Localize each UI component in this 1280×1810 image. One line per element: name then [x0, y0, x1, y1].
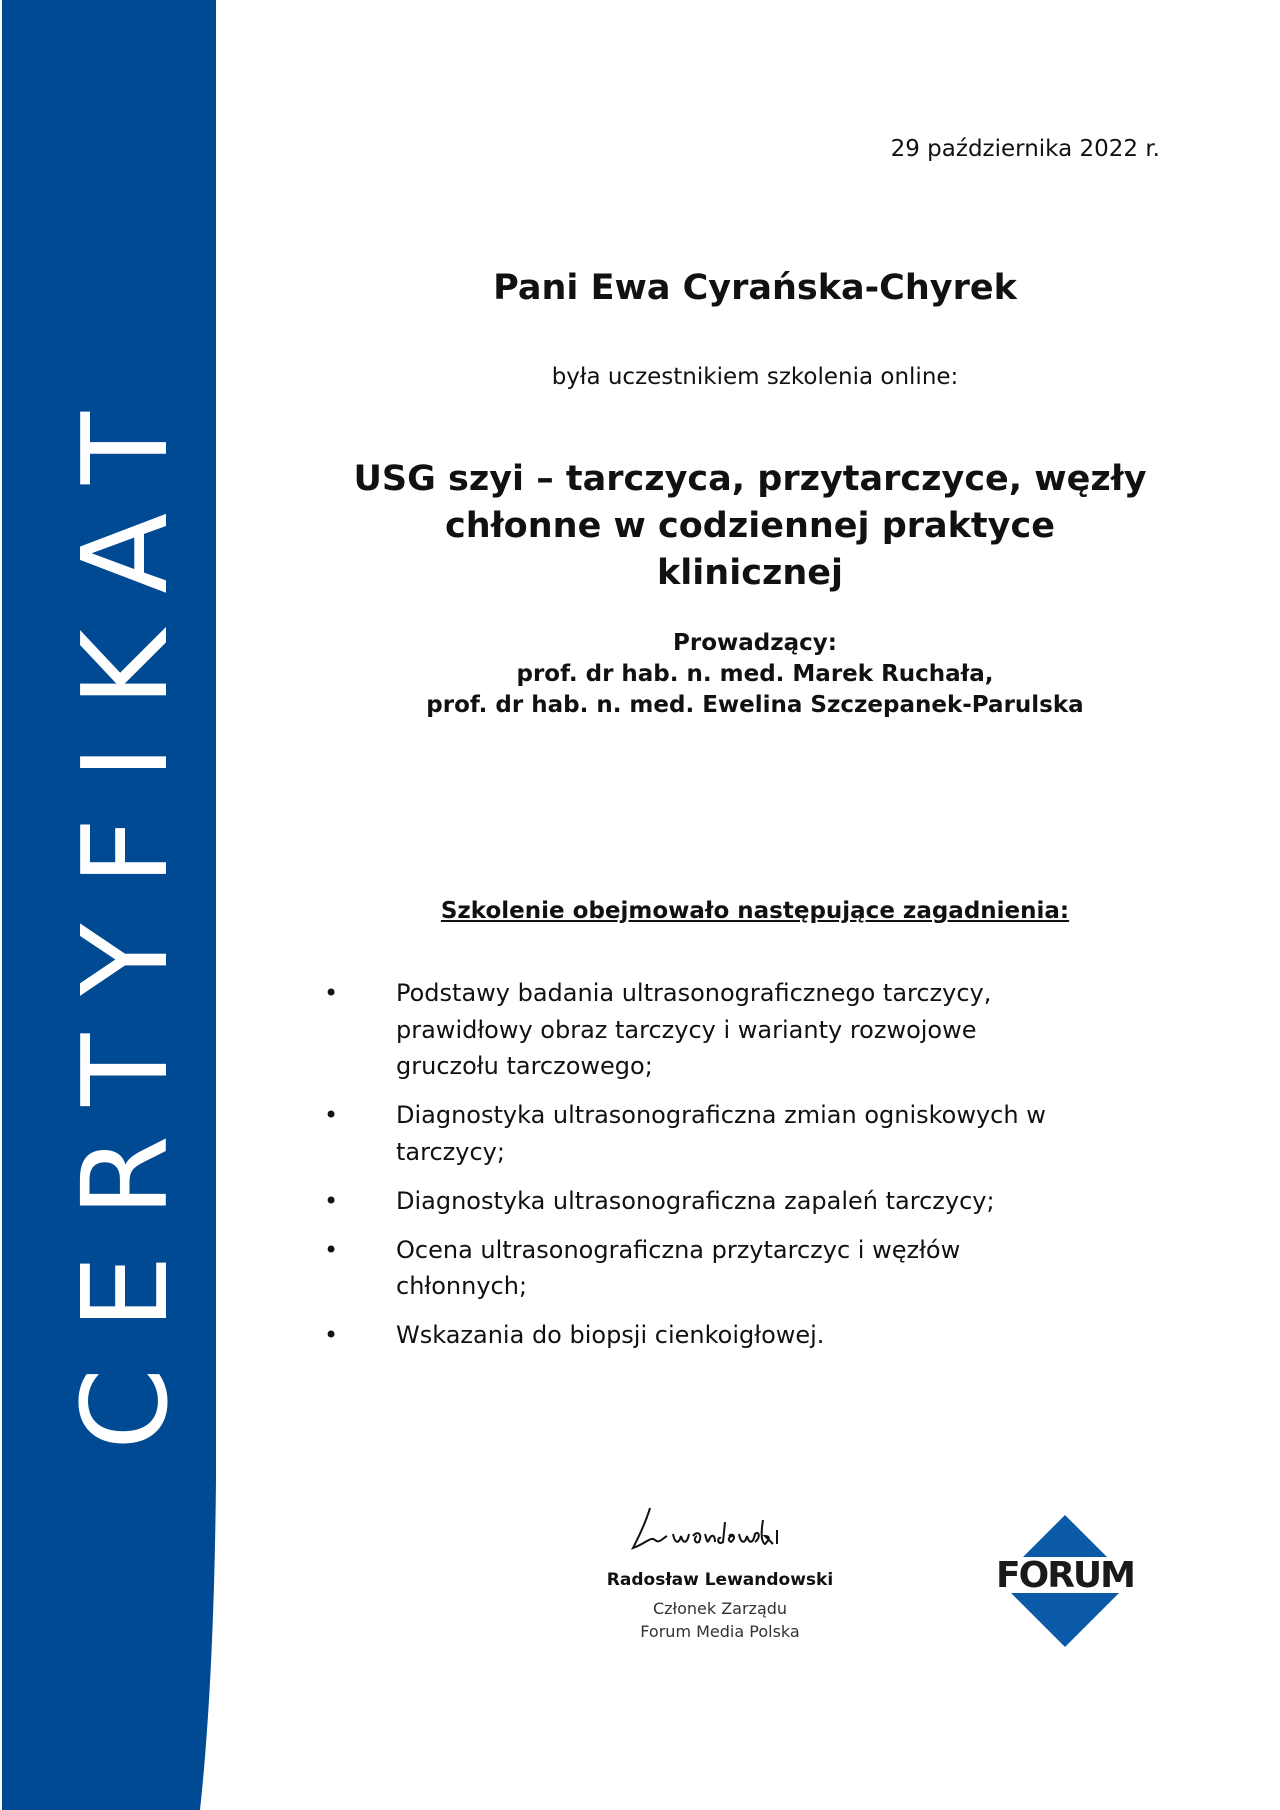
signatory-role [560, 1597, 880, 1643]
instructor: prof. dr hab. n. med. Ewelina Szczepanek-Parulska [426, 692, 1084, 718]
topics-heading: Szkolenie obejmowało następujące zagadnienia: [440, 898, 1070, 924]
bullet-icon: • [324, 1321, 339, 1349]
course-title-line: USG szyi – tarczyca, przytarczyce, węzły [353, 459, 1147, 499]
signatory-title: Członek Zarządu [652, 1599, 788, 1618]
bullet-icon: • [324, 1186, 339, 1215]
topic-text: Podstawy badania ultrasonograficznego tarczycy, prawidłowy obraz tarczycy i warianty rozwojowe gruczołu tarczowego; [396, 979, 992, 1080]
topic-text: Wskazania do biopsji cienkoigłowej. [396, 1321, 825, 1349]
list-item [310, 1317, 1070, 1354]
certificate-vertical-title: CERTYFIKAT [56, 373, 194, 1451]
forum-logo [995, 1515, 1135, 1655]
signature-image [625, 1500, 805, 1560]
instructors [230, 628, 1280, 721]
topics-list [310, 975, 1070, 1366]
bullet-icon: • [324, 1101, 339, 1129]
instructors-label: Prowadzący: [673, 630, 837, 656]
list-item [310, 1183, 1070, 1220]
list-item [310, 975, 1070, 1085]
course-title [330, 456, 1170, 597]
topic-text: Diagnostyka ultrasonograficzna zapaleń tarczycy; [396, 1186, 995, 1215]
recipient-name: Pani Ewa Cyrańska-Chyrek [493, 268, 1017, 308]
course-title-line: klinicznej [657, 553, 843, 593]
list-item [310, 1232, 1070, 1305]
bullet-icon: • [324, 979, 339, 1007]
svg-text:FORUM: FORUM [996, 1555, 1134, 1596]
instructor: prof. dr hab. n. med. Marek Ruchała, [516, 661, 994, 687]
course-title-line: chłonne w codziennej praktyce [445, 506, 1055, 546]
participation-text: była uczestnikiem szkolenia online: [551, 364, 959, 390]
topic-text: Diagnostyka ultrasonograficzna zmian ogniskowych w tarczycy; [396, 1101, 1046, 1166]
bullet-icon: • [324, 1235, 339, 1264]
date: 29 października 2022 r. [890, 136, 1160, 162]
signatory-name: Radosław Lewandowski [606, 1570, 834, 1590]
topic-text: Ocena ultrasonograficzna przytarczyc i węzłów chłonnych; [396, 1235, 961, 1300]
list-item [310, 1097, 1070, 1170]
signatory-company: Forum Media Polska [640, 1622, 800, 1641]
